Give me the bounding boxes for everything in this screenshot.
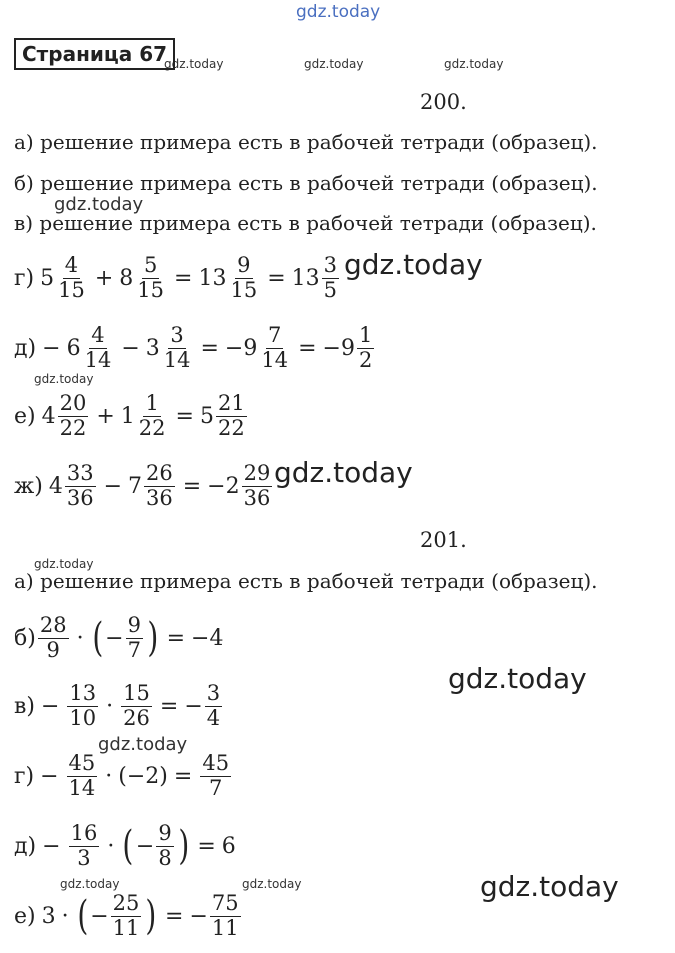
whole-part: 7 bbox=[128, 473, 142, 499]
equals: = bbox=[173, 763, 193, 789]
item-label: д) bbox=[14, 833, 37, 859]
item-label: в) bbox=[14, 693, 35, 719]
item-label: ж) bbox=[14, 473, 43, 499]
watermark: gdz.today bbox=[344, 248, 483, 281]
watermark: gdz.today bbox=[34, 372, 94, 386]
task-number-201: 201. bbox=[420, 528, 467, 552]
equals: = bbox=[267, 265, 286, 291]
fraction: $\frac{9}{15}$ bbox=[230, 253, 258, 302]
whole-part: −9 bbox=[224, 335, 258, 361]
task-number-200: 200. bbox=[420, 90, 467, 114]
item-label: е) bbox=[14, 403, 36, 429]
watermark: gdz.today bbox=[296, 2, 381, 22]
operator: + bbox=[96, 403, 115, 429]
task200-b: б) решение примера есть в рабочей тетради (образец). bbox=[14, 171, 598, 195]
watermark: gdz.today bbox=[98, 734, 188, 755]
operator: − bbox=[42, 833, 61, 859]
fraction: $\frac{9}{8}$ bbox=[158, 821, 172, 870]
result: −4 bbox=[191, 625, 224, 651]
equals: = bbox=[174, 265, 193, 291]
whole-part: 13 bbox=[198, 265, 227, 291]
watermark: gdz.today bbox=[448, 662, 587, 695]
operator: + bbox=[94, 265, 114, 291]
fraction: $\frac{21}{22}$ bbox=[217, 391, 245, 440]
whole-part: 1 bbox=[120, 403, 135, 429]
task201-a: а) решение примера есть в рабочей тетради (образец). bbox=[14, 569, 598, 593]
whole-part: 3 bbox=[145, 335, 160, 361]
fraction: $\frac{1}{2}$ bbox=[358, 323, 373, 372]
fraction: $\frac{13}{10}$ bbox=[69, 681, 97, 730]
task200-e bbox=[14, 386, 249, 446]
watermark: gdz.today bbox=[242, 877, 302, 891]
fraction: $\frac{75}{11}$ bbox=[211, 891, 239, 940]
whole-part: 5 bbox=[199, 403, 214, 429]
task200-zh bbox=[14, 456, 274, 516]
fraction: $\frac{29}{36}$ bbox=[243, 461, 271, 510]
equals: = bbox=[175, 403, 194, 429]
whole-part: 4 bbox=[41, 403, 56, 429]
fraction: $\frac{20}{22}$ bbox=[59, 391, 87, 440]
operator: − bbox=[189, 903, 208, 929]
operator: · bbox=[105, 763, 113, 789]
operator: · bbox=[107, 833, 115, 859]
equals: = bbox=[182, 473, 202, 499]
task201-d bbox=[14, 816, 236, 876]
paren: ( bbox=[91, 615, 103, 661]
operator: − bbox=[90, 903, 109, 929]
task200-v: в) решение примера есть в рабочей тетради (образец). bbox=[14, 211, 597, 235]
result: 6 bbox=[221, 833, 236, 859]
whole-part: 6 bbox=[66, 335, 81, 361]
fraction: $\frac{33}{36}$ bbox=[66, 461, 94, 510]
whole-part: 5 bbox=[40, 265, 55, 291]
watermark: gdz.today bbox=[304, 57, 364, 71]
equals: = bbox=[197, 833, 216, 859]
task201-v bbox=[14, 676, 224, 736]
whole-part: −2 bbox=[207, 473, 240, 499]
item-label: е) bbox=[14, 903, 36, 929]
operator: − bbox=[121, 335, 140, 361]
operator: − bbox=[40, 693, 60, 719]
task201-b bbox=[14, 608, 223, 668]
whole-part: −9 bbox=[322, 335, 355, 361]
operator: − bbox=[40, 763, 59, 789]
task201-e bbox=[14, 886, 243, 946]
operator: · bbox=[76, 625, 84, 651]
operator: − bbox=[135, 833, 155, 859]
fraction: $\frac{4}{14}$ bbox=[84, 323, 112, 372]
watermark: gdz.today bbox=[274, 456, 413, 489]
watermark: gdz.today bbox=[34, 557, 94, 571]
equals: = bbox=[159, 693, 179, 719]
fraction: $\frac{16}{3}$ bbox=[70, 821, 98, 870]
fraction: $\frac{1}{22}$ bbox=[138, 391, 166, 440]
operator: − bbox=[103, 473, 122, 499]
operator: · bbox=[61, 903, 69, 929]
item-label: б) bbox=[14, 625, 36, 651]
paren: ) bbox=[145, 893, 157, 939]
fraction: $\frac{45}{7}$ bbox=[202, 751, 230, 800]
fraction: $\frac{3}{14}$ bbox=[163, 323, 191, 372]
watermark: gdz.today bbox=[54, 194, 144, 215]
fraction: $\frac{25}{11}$ bbox=[112, 891, 140, 940]
whole-part: 13 bbox=[291, 265, 320, 291]
page-title: Страница 67 bbox=[14, 38, 175, 70]
fraction: $\frac{9}{7}$ bbox=[127, 613, 141, 662]
fraction: $\frac{28}{9}$ bbox=[39, 613, 67, 662]
whole-part: 8 bbox=[119, 265, 134, 291]
watermark: gdz.today bbox=[164, 57, 224, 71]
task200-g bbox=[14, 248, 341, 308]
fraction: $\frac{7}{14}$ bbox=[261, 323, 289, 372]
equals: = bbox=[298, 335, 317, 361]
whole-part: 4 bbox=[48, 473, 63, 499]
item-label: г) bbox=[14, 763, 35, 789]
fraction: $\frac{26}{36}$ bbox=[146, 461, 173, 510]
paren: ) bbox=[178, 823, 190, 869]
factor: 3 bbox=[41, 903, 56, 929]
watermark: gdz.today bbox=[444, 57, 504, 71]
equals: = bbox=[165, 903, 184, 929]
task200-d bbox=[14, 318, 376, 378]
operator: − bbox=[105, 625, 124, 651]
item-label: г) bbox=[14, 265, 35, 291]
equals: = bbox=[200, 335, 219, 361]
fraction: $\frac{45}{14}$ bbox=[68, 751, 96, 800]
fraction: $\frac{4}{15}$ bbox=[58, 253, 85, 302]
task201-g bbox=[14, 746, 233, 806]
fraction: $\frac{5}{15}$ bbox=[137, 253, 165, 302]
operator: · bbox=[106, 693, 114, 719]
fraction: $\frac{3}{5}$ bbox=[323, 253, 337, 302]
task200-a: а) решение примера есть в рабочей тетради (образец). bbox=[14, 130, 598, 154]
operator: − bbox=[184, 693, 203, 719]
factor: (−2) bbox=[118, 763, 168, 789]
operator: − bbox=[42, 335, 61, 361]
equals: = bbox=[166, 625, 186, 651]
paren: ( bbox=[122, 823, 134, 869]
fraction: $\frac{15}{26}$ bbox=[123, 681, 150, 730]
watermark: gdz.today bbox=[60, 877, 120, 891]
item-label: д) bbox=[14, 335, 37, 361]
paren: ( bbox=[76, 893, 88, 939]
paren: ) bbox=[147, 615, 159, 661]
fraction: $\frac{3}{4}$ bbox=[206, 681, 221, 730]
watermark: gdz.today bbox=[480, 870, 619, 903]
